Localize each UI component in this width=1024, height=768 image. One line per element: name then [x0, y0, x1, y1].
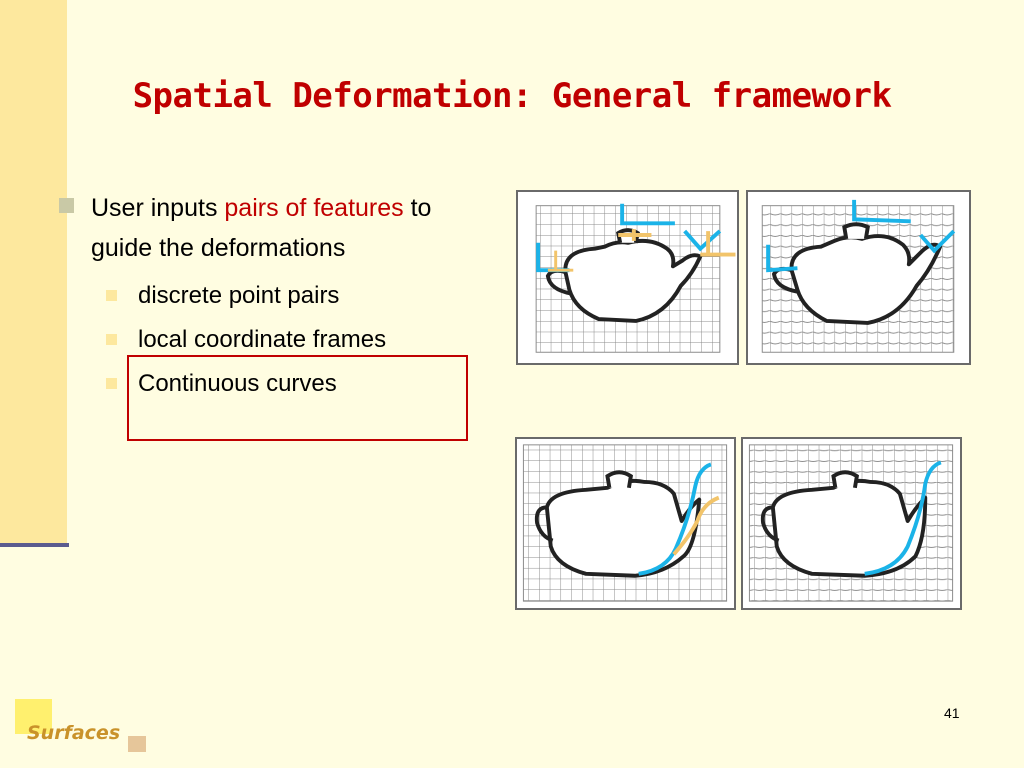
- sub-bullet-square-icon: [106, 378, 117, 389]
- left-decor-rule: [0, 543, 69, 547]
- sub-bullet-label: Continuous curves: [138, 370, 337, 397]
- bullet-square-icon: [59, 198, 74, 213]
- highlight-box: [127, 355, 468, 441]
- sub-bullet: [56, 274, 476, 318]
- main-bullet: [56, 188, 476, 268]
- slide-title: Spatial Deformation: General framework: [132, 76, 892, 116]
- footer-label: Surfaces: [27, 722, 121, 744]
- page-number: 41: [944, 705, 960, 721]
- main-bullet-text-b: to guide the deformations: [91, 194, 432, 262]
- teapot-frames-original: [516, 190, 739, 365]
- sub-bullet-square-icon: [106, 290, 117, 301]
- main-bullet-text-a: User inputs: [91, 194, 225, 222]
- sub-bullet-square-icon: [106, 334, 117, 345]
- teapot-curves-deformed: [741, 437, 962, 610]
- footer-decor-square-small: [128, 736, 146, 752]
- main-bullet-accent: pairs of features: [224, 194, 404, 222]
- sub-bullet-label: local coordinate frames: [138, 326, 387, 353]
- sub-bullet-label: discrete point pairs: [138, 282, 340, 309]
- teapot-frames-deformed: [746, 190, 971, 365]
- teapot-curves-original: [515, 437, 736, 610]
